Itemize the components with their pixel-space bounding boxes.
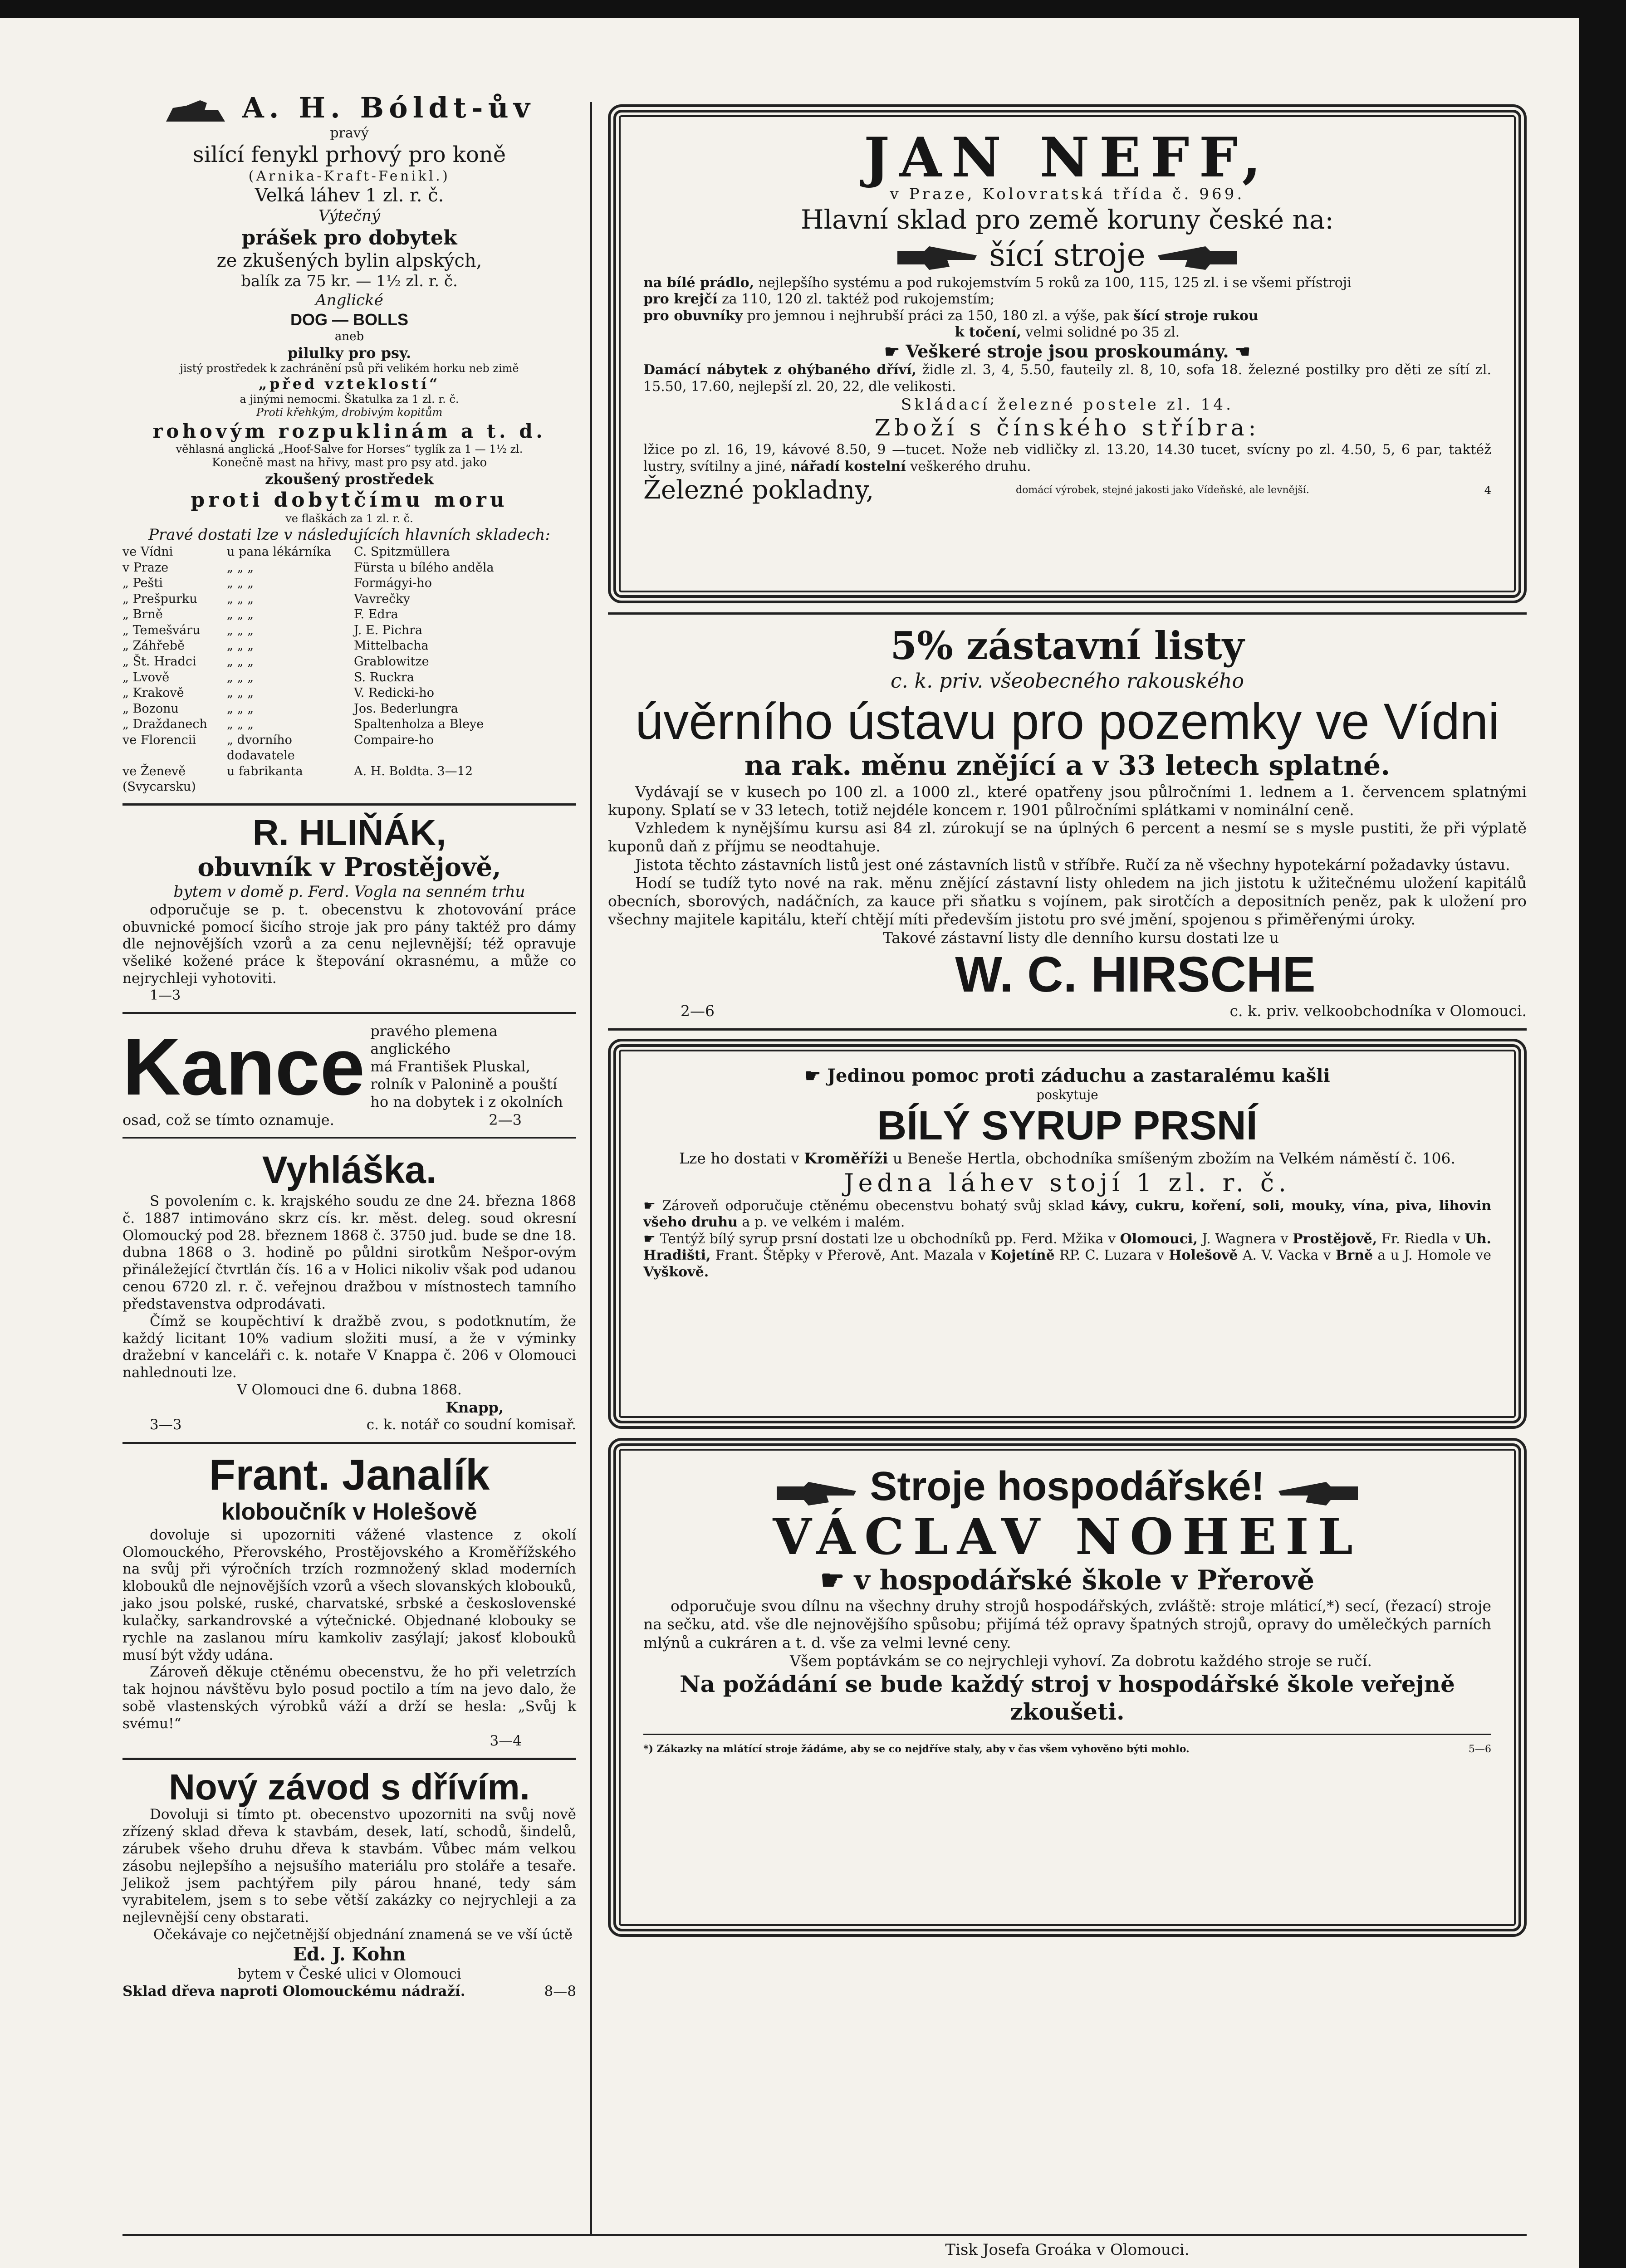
- store-keeper: „ „ „: [227, 591, 254, 606]
- neff-l1a: na bílé prádlo,: [643, 274, 754, 291]
- kohn-title: Nový závod s dřívím.: [169, 1767, 530, 1808]
- hlinak-addr: bytem v domě p. Ferd. Vogla na senném trhu: [173, 883, 525, 901]
- store-city: „ Brně: [122, 607, 163, 622]
- store-name: Fürsta u bílého anděla: [354, 560, 494, 575]
- noheil-note: *) Zákazky na mlátící stroje žádáme, aby se co nejdříve staly, aby v čas všem vyhověno býti mohlo.: [643, 1743, 1190, 1755]
- neff-l9a: lžice po zl. 16, 19, kávové 8.50, 9 —tucet. Nože neb vidličky zl. 13.20, 14.30 tucet, svícny po zl. 4.50, 5, 6 par, taktéž lustry, svítilny a jiné,: [643, 442, 1491, 474]
- syrup-hand-icon: ☛: [804, 1065, 828, 1087]
- store-city: „ Krakově: [122, 686, 184, 700]
- kohn-advert: [122, 1768, 576, 2000]
- vyhlaska-date: V Olomouci dne 6. dubna 1868.: [237, 1381, 462, 1398]
- neff-title: JAN NEFF,: [864, 126, 1271, 190]
- boldt-l19: Konečně mast na hřivy, mast pro psy atd. jako: [211, 456, 487, 470]
- store-city: „ Št. Hradci: [122, 655, 196, 669]
- listy-num: 2—6: [681, 1002, 715, 1020]
- divider: [122, 1442, 576, 1444]
- syrup-l6k: A. V. Vacka v: [1238, 1247, 1336, 1264]
- syrup-hand3-icon: ☛: [643, 1231, 660, 1247]
- store-name: Jos. Bederlungra: [354, 701, 458, 716]
- scan-top-border: [0, 0, 1626, 18]
- neff-l2b: za 110, 120 zl. taktéž pod rukojemstím;: [717, 291, 995, 308]
- neff-l1b: nejlepšího systému a pod rukojemstvím 5 roků za 100, 115, 125 zl. i se všemi přístroji: [754, 274, 1352, 291]
- hlinak-advert: [122, 814, 576, 1004]
- vyhlaska-body2: Čímž se koupěchtiví k dražbě zvou, s podotknutím, že každý licitant 10% vadium složiti musí, a že v výminky dražební v kanceláři c. k. notaře V Knappa č. 206 v Olomouci nahlednouti lze.: [122, 1313, 576, 1381]
- listy-p3: Jistota těchto zástavních listů jest oné zástavních listů v stříbře. Ručí za ně všechny hypotekární požadavky ústavu.: [635, 855, 1510, 874]
- boldt-l22: ve flaškách za 1 zl. r. č.: [285, 512, 413, 525]
- neff-l3c: šící stroje rukou: [1133, 308, 1259, 324]
- neff-advert: [608, 104, 1527, 603]
- vyhlaska-notice: [122, 1147, 576, 1434]
- neff-l3b: pro jemnou i nejhrubší práci za 150, 180 zl. a výše, pak: [742, 308, 1134, 324]
- syrup-l6j: Holešově: [1169, 1247, 1238, 1264]
- noheil-bold: Na požádání se bude každý stroj v hospodářské škole veřejně zkoušeti.: [680, 1671, 1455, 1725]
- boldt-l7: ze zkušených bylin alpských,: [216, 250, 482, 272]
- kohn-sign: Ed. J. Kohn: [293, 1943, 406, 1965]
- neff-l4b: velmi solidné po 35 zl.: [1021, 324, 1180, 341]
- store-name: Grablowitze: [354, 655, 429, 669]
- janalik-advert: [122, 1452, 576, 1750]
- syrup-l6m: a u J. Homole ve: [1373, 1247, 1492, 1264]
- syrup-l3c: u Beneše Hertla, obchodníka smíšeným zbožím na Velkém náměstí č. 106.: [888, 1149, 1455, 1168]
- noheil-name: VÁCLAV NOHEIL: [773, 1507, 1362, 1566]
- divider: [122, 1758, 576, 1760]
- neff-l4a: k točení,: [955, 324, 1021, 341]
- vyhlaska-title: Vyhláška.: [262, 1148, 437, 1191]
- store-city: „ Lvově: [122, 670, 170, 684]
- syrup-l3a: Lze ho dostati v: [679, 1149, 804, 1168]
- kance-text2: má František Pluskal,: [370, 1058, 530, 1075]
- syrup-l6e: Fr. Riedla v: [1377, 1231, 1465, 1247]
- store-city: „ Temešváru: [122, 623, 201, 637]
- boldt-l6: prášek pro dobytek: [241, 226, 457, 249]
- noheil-hand-left-icon: [1276, 1473, 1358, 1505]
- store-keeper: „ „ „: [227, 655, 254, 669]
- divider: [643, 1734, 1491, 1735]
- boldt-l5: Výtečný: [318, 207, 381, 225]
- store-city: „ Draždanech: [122, 717, 207, 732]
- kohn-body: Dovoluji si tímto pt. obecenstvo upozorniti na svůj nově zřízený sklad dřeva k stavbám, desek, latí, schodů, šindelů, zárubek všeho druhu dřeva k stavbám. Vůbec mám velkou zásobu nejlepšího a nejsušího materiálu pro stoláře a tesaře. Jelikož jsem pachtýřem pily párou hnané, tedy sám vyrabitelem, jsem s to sebe větší zakázky co nejrychleji a za nejlevnější ceny obstarati.: [122, 1806, 576, 1926]
- kance-text4: ho na dobytek i z okolních: [370, 1093, 563, 1111]
- neff-l6a: Damácí nábytek z ohýbaného dříví,: [643, 362, 916, 378]
- store-name: C. Spitzmüllera: [354, 545, 450, 559]
- store-keeper: „ „ „: [227, 576, 254, 591]
- store-keeper: „ „ „: [227, 623, 254, 637]
- vyhlaska-sign: Knapp,: [446, 1398, 504, 1416]
- noheil-small-hand-icon: ☛: [820, 1564, 854, 1597]
- boldt-title: A. H. Bóldt-ův: [242, 91, 535, 124]
- vyhlaska-body: S povolením c. k. krajského soudu ze dne 24. března 1868 č. 1887 intimováno skrz cís. kr. měst. deleg. soud okresní Olomoucký pod 28. březnem 1868 č. 3750 jud. bude se dne 18. dubna 1868 o 3. hodině po půldni sirotkům Nešpor-ovým přináležející čtvrtlán čís. 16 a v Holici nikoliv však pod udanou cenou 6720 zl. r. č. veřejnou dražbou v místnostech tamního představenstva odprodávati.: [122, 1193, 576, 1312]
- boldt-l20: zkoušený prostředek: [265, 470, 434, 488]
- store-name: Formágyi-ho: [354, 576, 432, 591]
- store-keeper: „ „ „: [227, 701, 254, 716]
- listy-firm: W. C. HIRSCHE: [955, 946, 1316, 1002]
- boldt-l18: věhlasná anglická „Hoof-Salve for Horses“ tyglík za 1 — 1½ zl.: [176, 442, 523, 455]
- store-city: „ Záhřebě: [122, 639, 185, 653]
- boldt-l13: jistý prostředek k zachránění psů při velikém horku neb zimě: [180, 362, 519, 375]
- neff-num: 4: [1484, 484, 1491, 497]
- left-column: [122, 91, 576, 2000]
- kance-text3: rolník v Palonině a pouští: [370, 1075, 558, 1093]
- janalik-sub: kloboučník v Holešově: [221, 1499, 477, 1525]
- listy-firm2: c. k. priv. velkoobchodníka v Olomouci.: [1229, 1002, 1527, 1020]
- syrup-l6f: Uh. Hradišti,: [643, 1231, 1491, 1264]
- boldt-l10: DOG — BOLLS: [290, 310, 408, 329]
- hlinak-body: odporučuje se p. t. obecenstvu k zhotovování práce obuvnické pomocí šicího stroje jak pro pány taktéž pro dámy dle nejnovějších vzorů a za cenu nejlevnější; též opravuje všeliké kožené práce k štepování okrasnému, a může co nejrychleji vyhotoviti.: [122, 901, 576, 987]
- kohn-num: 8—8: [544, 1983, 576, 1999]
- boldt-l2: silící fenykl prhový pro koně: [192, 142, 506, 168]
- syrup-l6n: Vyškově.: [643, 1264, 709, 1280]
- listy-p4: Hodí se tudíž tyto nové na rak. měnu znějící zástavní listy ohledem na jich jistotu k užitečnému uložení kapitálů obecních, sborových, nadáčních, za kauce při sňatku s vojínem, pak sirotčích a depositních peněz, pak k uložení pro všechny majitele kapitálu, kteří chtějí míti především jistotu pro své jmění, spojenou s přiměřenými úroky.: [608, 874, 1527, 929]
- store-city: ve Florencii: [122, 733, 196, 747]
- kohn-addr2: Sklad dřeva naproti Olomouckému nádraží.: [122, 1983, 465, 1999]
- store-city: „ Pešti: [122, 576, 163, 591]
- kance-num: 2—3: [489, 1111, 522, 1129]
- printer-line: Tisk Josefa Groáka v Olomouci.: [945, 2241, 1190, 2259]
- noheil-advert: [608, 1438, 1527, 1937]
- neff-l8: Zboží s čínského stříbra:: [874, 415, 1260, 441]
- listy-p5: Takové zástavní listy dle denního kursu dostati lze u: [882, 929, 1279, 947]
- divider: [608, 1028, 1527, 1031]
- kance-text1: pravého plemena anglického: [370, 1022, 498, 1058]
- kance-text5: osad, což se tímto oznamuje.: [122, 1111, 334, 1129]
- syrup-l6b: Olomouci,: [1120, 1231, 1198, 1247]
- syrup-l6a: Tentýž bílý syrup prsní dostati lze u obchodníků pp. Ferd. Mžika v: [660, 1231, 1120, 1247]
- store-city: ve Vídni: [122, 545, 173, 559]
- hlinak-num: 1—3: [150, 987, 181, 1003]
- boldt-l21: proti dobytčímu moru: [191, 488, 508, 512]
- store-keeper: „ dvorního dodavatele: [227, 733, 295, 763]
- janalik-body2: Zároveň děkuje ctěnému obecenstvu, že ho při veletrzích tak hojnou návštěvu bylo posud poctilo a tím na jevo dalo, že sobě vlastenských výrobků váží a drží se hesla: „Svůj k svému!“: [122, 1664, 576, 1732]
- boldt-l15: a jinými nemocmi. Škatulka za 1 zl. r. č.: [240, 392, 459, 406]
- janalik-body: dovoluje si upozorniti vážené vlastence z okolí Olomouckého, Přerovského, Prostějovského a Kroměřížského na svůj při výročních trzích rozmnožený sklad moderních klobouků dle nejnovějších vzorů a všech slovanských klobouků, jako jsou polské, ruské, charvatské, srbské a československé kulačky, sarkandrovské a výtečnické. Objednané klobouky se rychle na zaslanou míru kamkoliv zasýlají; jakosť klobouků musí být vždy udána.: [122, 1526, 576, 1663]
- store-city: „ Bozonu: [122, 701, 179, 716]
- syrup-l6h: Kojetíně: [990, 1247, 1055, 1264]
- store-name: Mittelbacha: [354, 639, 429, 653]
- store-name: Vavrečky: [354, 591, 410, 606]
- store-keeper: „ „ „: [227, 639, 254, 653]
- boldt-l1: pravý: [330, 125, 369, 141]
- store-keeper: „ „ „: [227, 560, 254, 575]
- noheil-body2: Všem poptávkám se co nejrychleji vyhoví. Za dobrotu každého stroje se ručí.: [790, 1652, 1372, 1670]
- store-city: „ Prešpurku: [122, 591, 197, 606]
- kohn-body2: Očekávaje co nejčetnější objednání znamená se ve vší úctě: [153, 1926, 573, 1943]
- neff-l7: Skládací železné postele zl. 14.: [901, 395, 1234, 414]
- listy-big: úvěrního ústavu pro pozemky ve Vídni: [635, 693, 1500, 750]
- boldt-l3: (Arnika-Kraft-Fenikl.): [248, 168, 451, 184]
- divider: [122, 803, 576, 806]
- store-name: V. Redicki-ho: [354, 686, 435, 700]
- pointing-hand-right-icon: [897, 242, 979, 274]
- store-city: v Praze: [122, 560, 169, 575]
- bottom-rule: [122, 2234, 1527, 2236]
- noheil-num: 5—6: [1469, 1744, 1491, 1755]
- right-column: [608, 104, 1527, 1946]
- neff-l9c: veškerého druhu.: [906, 458, 1031, 474]
- divider: [122, 1137, 576, 1139]
- syrup-l5a: Zároveň odporučuje ctěnému obecenstvu bohatý svůj sklad: [662, 1198, 1091, 1214]
- store-name: S. Ruckra: [354, 670, 414, 684]
- column-divider: [590, 102, 592, 2234]
- syrup-l6g: Frant. Štěpky v Přerově, Ant. Mazala v: [710, 1247, 991, 1264]
- kohn-addr: bytem v České ulici v Olomouci: [237, 1965, 461, 1982]
- listy-title: zástavní listy: [966, 623, 1244, 668]
- hlinak-title: R. HLIŇÁK,: [252, 812, 446, 853]
- janalik-title: Frant. Janalík: [209, 1450, 490, 1499]
- janalik-num: 3—4: [490, 1732, 522, 1749]
- divider: [608, 612, 1527, 615]
- listy-pct: 5%: [890, 623, 953, 668]
- scan-right-border: [1579, 0, 1626, 2268]
- noheil-hand-right-icon: [777, 1473, 858, 1505]
- small-hand-left-icon: ☚: [1229, 341, 1250, 362]
- listy-p1: Vydávají se v kusech po 100 zl. a 1000 zl., které opatřeny jsou půlročními 1. lednem a 1. červencem splatnými kupony. Splatí se v 33 letech, totiž nejdéle koncem r. 1901 půlročními splátkami v nominální ceně.: [608, 782, 1527, 819]
- store-name: A. H. Boldta. 3—12: [354, 764, 473, 778]
- store-city: ve Ženevě (Svycarsku): [122, 764, 196, 794]
- neff-addr: v Praze, Kolovratská třída č. 969.: [890, 185, 1245, 203]
- boldt-l11: aneb: [334, 329, 364, 343]
- boldt-l16: Proti křehkým, drobivým kopitům: [256, 406, 443, 419]
- store-name: Compaire-ho: [354, 733, 434, 747]
- syrup-title: BÍLÝ SYRUP PRSNÍ: [877, 1103, 1258, 1149]
- listy-sub: c. k. priv. všeobecného rakouského: [890, 670, 1244, 693]
- syrup-l6i: RP. C. Luzara v: [1054, 1247, 1169, 1264]
- boldt-advert: [122, 91, 576, 795]
- syrup-l6c: J. Wagnera v: [1197, 1231, 1293, 1247]
- boldt-l23: Pravé dostati lze v následujících hlavních skladech:: [148, 525, 550, 544]
- store-keeper: „ „ „: [227, 686, 254, 700]
- syrup-hand2-icon: ☛: [643, 1198, 662, 1214]
- neff-l10b: domácí výrobek, stejné jakosti jako Vídeňské, ale levnější.: [1016, 484, 1309, 496]
- hlinak-sub: obuvník v Prostějově,: [197, 852, 501, 882]
- listy-advert: [608, 623, 1527, 1020]
- pointing-hand-left-icon: [1156, 242, 1237, 274]
- listy-p2: Vzhledem k nynějšímu kursu asi 84 zl. zúrokují se na úplných 6 percent a nesmí se s mysle pustiti, že při výplatě kuponů daň z příjmu se neodtahuje.: [608, 819, 1527, 855]
- noheil-body: odporučuje svou dílnu na všechny druhy strojů hospodářských, zvláště: stroje mláticí,*) secí, (řezací) stroje na sečku, atd. vše dle nejnovějšího spůsobu; přijímá též opravy špatných strojů, opravy do umělečkých parních mlýnů a cukráren a t. d. vše za velmi levné ceny.: [643, 1597, 1491, 1652]
- boldt-l4: Velká láhev 1 zl. r. č.: [255, 185, 444, 206]
- syrup-l1: Jedinou pomoc proti záduchu a zastaralému kašli: [827, 1065, 1330, 1087]
- neff-machines: šící stroje: [989, 236, 1146, 274]
- boldt-l8: balík za 75 kr. — 1½ zl. r. č.: [241, 272, 458, 291]
- store-list: [122, 544, 576, 795]
- boldt-l14: „před vzteklostí“: [258, 375, 441, 392]
- syrup-l2: poskytuje: [1036, 1087, 1098, 1102]
- divider: [122, 1012, 576, 1014]
- neff-l2a: pro krejčí: [643, 291, 718, 308]
- vyhlaska-num: 3—3: [150, 1416, 182, 1433]
- store-name: F. Edra: [354, 607, 398, 622]
- horse-stamp-icon: [164, 97, 227, 124]
- store-keeper: „ „ „: [227, 717, 254, 732]
- neff-l10: Železné pokladny,: [643, 475, 874, 505]
- syrup-l5b: kávy, cukru, koření, soli, mouky, vína, piva, lihovin všeho druhu: [643, 1198, 1492, 1231]
- boldt-l9: Anglické: [315, 291, 383, 309]
- kance-advert: [122, 1022, 576, 1129]
- boldt-l12: pilulky pro psy.: [287, 344, 411, 362]
- noheil-sub: v hospodářské škole v Přerově: [854, 1564, 1315, 1597]
- syrup-l6d: Prostějově,: [1293, 1231, 1377, 1247]
- syrup-l5c: a p. ve velkém i malém.: [737, 1214, 905, 1231]
- store-keeper: „ „ „: [227, 607, 254, 622]
- vyhlaska-sign2: c. k. notář co soudní komisař.: [366, 1416, 576, 1433]
- small-hand-right-icon: ☛: [884, 341, 906, 362]
- syrup-l6l: Brně: [1335, 1247, 1373, 1264]
- noheil-title: Stroje hospodářské!: [870, 1464, 1265, 1510]
- neff-l5: Veškeré stroje jsou proskoumány.: [906, 341, 1229, 362]
- syrup-l4: Jedna láhev stojí 1 zl. r. č.: [844, 1168, 1291, 1197]
- store-keeper: u pana lékárníka: [227, 545, 331, 559]
- kance-title: Kance: [122, 1021, 365, 1112]
- boldt-l17: rohovým rozpuklinám a t. d.: [152, 420, 546, 442]
- syrup-advert: [608, 1039, 1527, 1429]
- store-name: J. E. Pichra: [354, 623, 423, 637]
- store-keeper: „ „ „: [227, 670, 254, 684]
- neff-l3a: pro obuvníky: [643, 308, 743, 324]
- store-keeper: u fabrikanta: [227, 764, 303, 778]
- neff-l9b: nářadí kostelní: [790, 458, 906, 474]
- store-name: Spaltenholza a Bleye: [354, 717, 484, 732]
- neff-head: Hlavní sklad pro země koruny české na:: [801, 204, 1334, 235]
- neff-l6b: židle zl. 3, 4, 5.50, fauteily zl. 8, 10, sofa 18. železné postilky pro děti ze sítí zl. 15.50, 17.60, nejlepší zl. 20, 22, dle velikosti.: [643, 362, 1491, 395]
- syrup-l3b: Kroměříži: [804, 1149, 888, 1168]
- listy-cur: na rak. měnu znějící a v 33 letech splatné.: [744, 750, 1391, 782]
